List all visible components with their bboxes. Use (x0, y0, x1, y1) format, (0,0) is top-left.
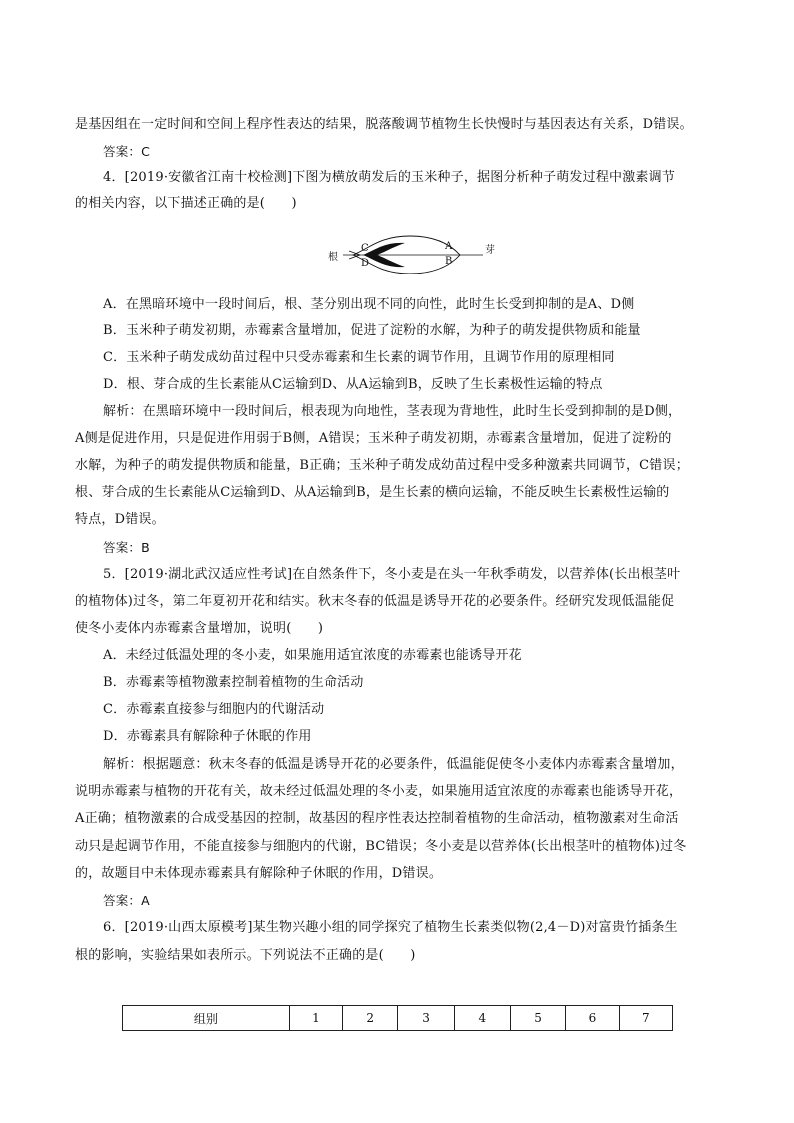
question-5-stem-cont: 的植物体)过冬，第二年夏初开花和结实。秋末冬春的低温是诱导开花的必要条件。经研究发现低温能促 (75, 594, 675, 609)
option-c: C．玉米种子萌发成幼苗过程中只受赤霉素和生长素的调节作用，且调节作用的原理相同 (103, 350, 615, 365)
explanation-line: 说明赤霉素与植物的开花有关，故未经过低温处理的冬小麦，如果施用适宜浓度的赤霉素也能诱导开花， (75, 784, 683, 799)
explanation-line: 动只是起调节作用，不能直接参与细胞内的代谢，BC错误；冬小麦是以营养体(长出根茎叶的植物体)过冬 (75, 839, 687, 854)
explanation-line: A正确；植物激素的合成受基因的控制，故基因的程序性表达控制着植物的生命活动，植物激素对生命活 (75, 811, 679, 826)
question-4-stem-cont: 的相关内容，以下描述正确的是( ) (75, 196, 297, 211)
explanation-line: 的，故题目中未体现赤霉素具有解除种子休眠的作用，D错误。 (75, 866, 443, 881)
explanation-line: 解析：根据题意：秋末冬春的低温是诱导开花的必要条件，低温能促使冬小麦体内赤霉素含量增加， (103, 757, 684, 772)
answer-line: 答案：A (103, 893, 150, 908)
explanation-line: 解析：在黑暗环境中一段时间后，根表现为向地性，茎表现为背地性，此时生长受到抑制的是D侧， (103, 404, 682, 419)
table-cell: 3 (398, 1006, 454, 1031)
bud-label: 芽 (485, 245, 495, 256)
point-d-label: D (361, 258, 370, 269)
question-5-stem: 5．[2019·湖北武汉适应性考试]在自然条件下，冬小麦是在头一年秋季萌发，以营养体(长出根茎叶 (103, 567, 681, 582)
option-b: B．赤霉素等植物激素控制着植物的生命活动 (103, 675, 364, 690)
answer-line: 答案：C (103, 144, 151, 159)
question-5-stem-cont: 使冬小麦体内赤霉素含量增加，说明( ) (75, 621, 324, 636)
table-cell: 2 (343, 1006, 398, 1031)
table-cell: 7 (619, 1006, 672, 1031)
explanation-line: 特点，D错误。 (75, 512, 165, 527)
results-table (122, 1005, 673, 1031)
text-line: 是基因组在一定时间和空间上程序性表达的结果，脱落酸调节植物生长快慢时与基因表达有关系，D错误。 (75, 117, 693, 132)
root-label: 根 (328, 252, 338, 263)
option-a: A．未经过低温处理的冬小麦，如果施用适宜浓度的赤霉素也能诱导开花 (103, 648, 522, 663)
point-b-label: B (445, 256, 453, 267)
option-d: D．根、芽合成的生长素能从C运输到D、从A运输到B，反映了生长素极性运输的特点 (103, 377, 603, 392)
option-c: C．赤霉素直接参与细胞内的代谢活动 (103, 702, 325, 717)
option-a: A．在黑暗环境中一段时间后，根、茎分别出现不同的向性，此时生长受到抑制的是A、D侧 (103, 297, 635, 312)
option-b: B．玉米种子萌发初期，赤霉素含量增加，促进了淀粉的水解，为种子的萌发提供物质和能量 (103, 323, 641, 338)
question-6-stem-cont: 根的影响，实验结果如表所示。下列说法不正确的是( ) (75, 948, 416, 963)
table-cell: 1 (289, 1006, 342, 1031)
explanation-line: A侧是促进作用，只是促进作用弱于B侧，A错误；玉米种子萌发初期，赤霉素含量增加，促进了淀粉的 (75, 431, 672, 446)
corn-seed-figure (325, 234, 495, 274)
question-4-stem: 4．[2019·安徽省江南十校检测]下图为横放萌发后的玉米种子，据图分析种子萌发过程中激素调节 (103, 170, 676, 185)
explanation-line: 水解，为种子的萌发提供物质和能量，B正确；玉米种子萌发成幼苗过程中受多种激素共同调节，C错误； (75, 458, 689, 473)
question-6-stem: 6．[2019·山西太原模考]某生物兴趣小组的同学探究了植物生长素类似物(2,4－D)对富贵竹插条生 (103, 920, 678, 935)
point-a-label: A (445, 241, 453, 252)
table-row (123, 1006, 673, 1031)
table-cell: 6 (566, 1006, 619, 1031)
table-header-cell: 组别 (123, 1006, 290, 1031)
table-cell: 5 (510, 1006, 565, 1031)
table-cell: 4 (454, 1006, 510, 1031)
point-c-label: C (361, 243, 369, 254)
explanation-line: 根、芽合成的生长素能从C运输到D、从A运输到B，是生长素的横向运输，不能反映生长素极性运输的 (75, 485, 670, 500)
option-d: D．赤霉素具有解除种子休眠的作用 (103, 729, 312, 744)
answer-line: 答案：B (103, 540, 150, 555)
